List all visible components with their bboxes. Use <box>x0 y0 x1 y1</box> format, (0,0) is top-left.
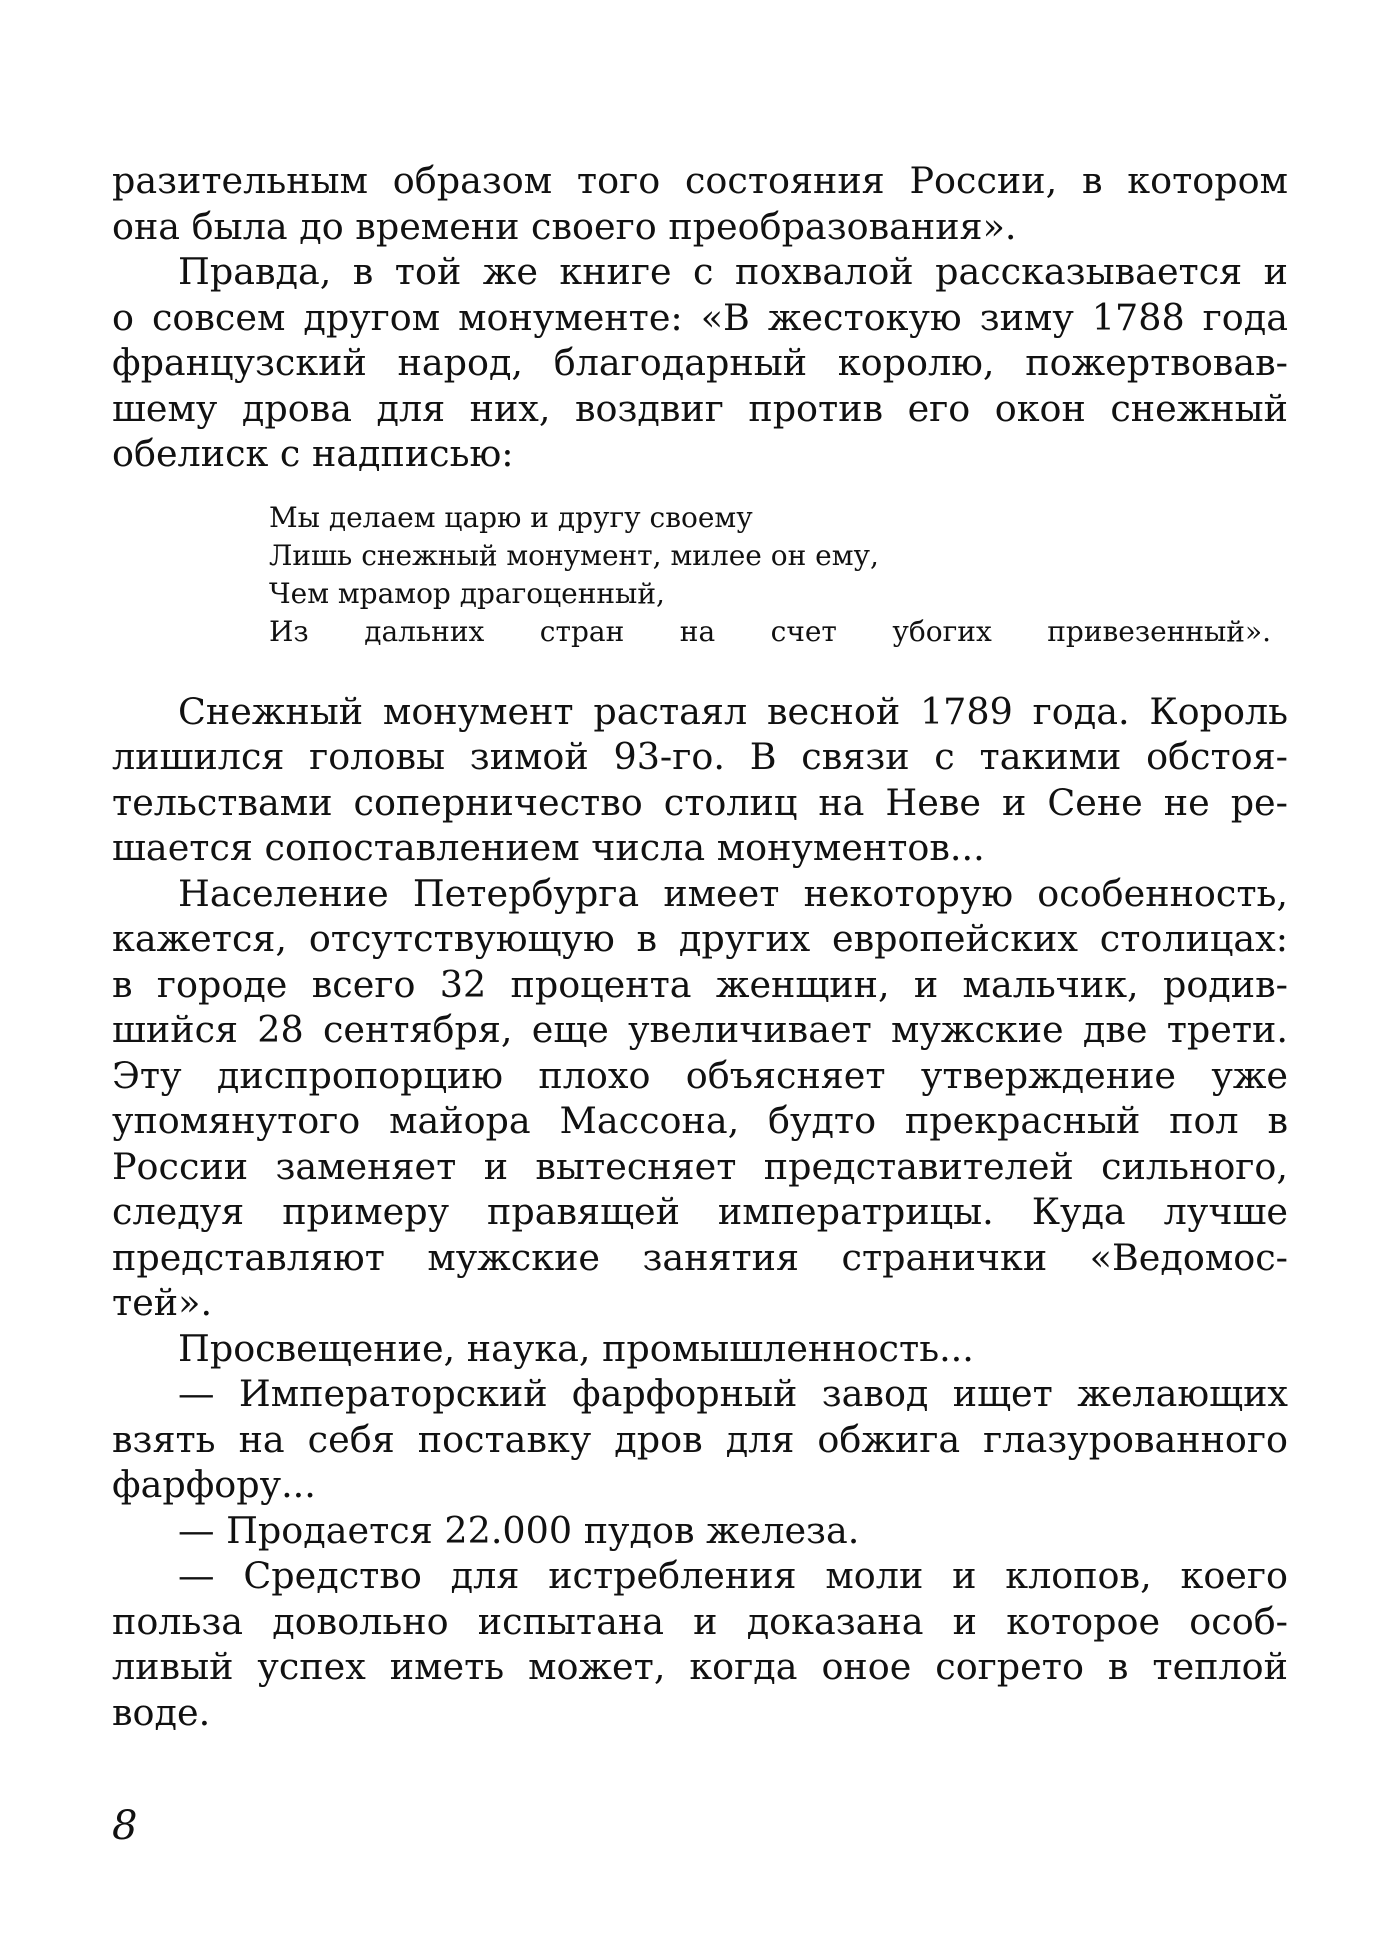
paragraph <box>112 158 1288 249</box>
text-line: разительным образом того состояния России, в котором <box>112 159 1288 202</box>
text-line: России заменяет и вытесняет представителей сильного, <box>112 1144 1288 1188</box>
text-line: кажется, отсутствующую в других европейских столицах: <box>112 917 1288 960</box>
text-line: обелиск с надписью: <box>112 432 514 475</box>
text-line: — Императорский фарфорный завод ищет желающих <box>178 1372 1288 1415</box>
text-line: следуя примеру правящей императрицы. Куда лучше <box>112 1190 1288 1233</box>
text-line: Просвещение, наука, промышленность... <box>178 1326 974 1370</box>
poem-line: Из дальних стран на счет убогих привезенный». <box>269 614 1271 648</box>
text-line: в городе всего 32 процента женщин, и мальчик, родив- <box>112 962 1288 1006</box>
poem-line: Лишь снежный монумент, милее он ему, <box>269 538 879 572</box>
paragraph <box>112 689 1288 871</box>
text-line: она была до времени своего преобразования». <box>112 204 1017 248</box>
text-line: ливый успех иметь может, когда оное согрето в теплой <box>112 1645 1288 1688</box>
text-line: о совсем другом монументе: «В жестокую зиму 1788 года <box>112 295 1288 339</box>
text-line: шийся 28 сентября, еще увеличивает мужские две трети. <box>112 1008 1288 1051</box>
paragraph <box>112 1508 1288 1554</box>
text-line: французский народ, благодарный королю, пожертвовав- <box>112 341 1288 384</box>
text-line: — Средство для истребления моли и клопов, коего <box>178 1554 1288 1597</box>
text-line: Правда, в той же книге с похвалой рассказывается и <box>178 250 1288 293</box>
text-line: Население Петербурга имеет некоторую особенность, <box>178 871 1288 915</box>
poem-line: Чем мрамор драгоценный, <box>269 576 665 610</box>
text-line: фарфору... <box>112 1463 316 1506</box>
paragraph <box>112 1326 1288 1372</box>
poem-line: Мы делаем царю и другу своему <box>269 500 753 534</box>
paragraph <box>112 1553 1288 1735</box>
text-line: тей». <box>112 1281 213 1324</box>
text-line: лишился головы зимой 93-го. В связи с такими обстоя- <box>112 735 1288 778</box>
text-line: шается сопоставлением числа монументов... <box>112 826 985 869</box>
text-line: — Продается 22.000 пудов железа. <box>178 1508 860 1552</box>
page-body <box>112 158 1288 1735</box>
text-line: Эту диспропорцию плохо объясняет утверждение уже <box>112 1053 1288 1097</box>
text-line: польза довольно испытана и доказана и которое особ- <box>112 1599 1288 1643</box>
text-line: шему дрова для них, воздвиг против его окон снежный <box>112 386 1288 430</box>
text-line: тельствами соперничество столиц на Неве и Сене не ре- <box>112 780 1288 824</box>
text-line: Снежный монумент растаял весной 1789 года. Король <box>178 689 1288 733</box>
text-line: взять на себя поставку дров для обжига глазурованного <box>112 1417 1288 1461</box>
text-line: воде. <box>112 1690 211 1734</box>
page-number: 8 <box>112 1803 138 1849</box>
paragraph <box>112 871 1288 1326</box>
paragraph <box>112 249 1288 477</box>
text-line: представляют мужские занятия странички «Ведомос- <box>112 1235 1288 1279</box>
poem-quote <box>269 499 1271 651</box>
paragraph <box>112 1371 1288 1508</box>
text-line: упомянутого майора Массона, будто прекрасный пол в <box>112 1099 1288 1142</box>
